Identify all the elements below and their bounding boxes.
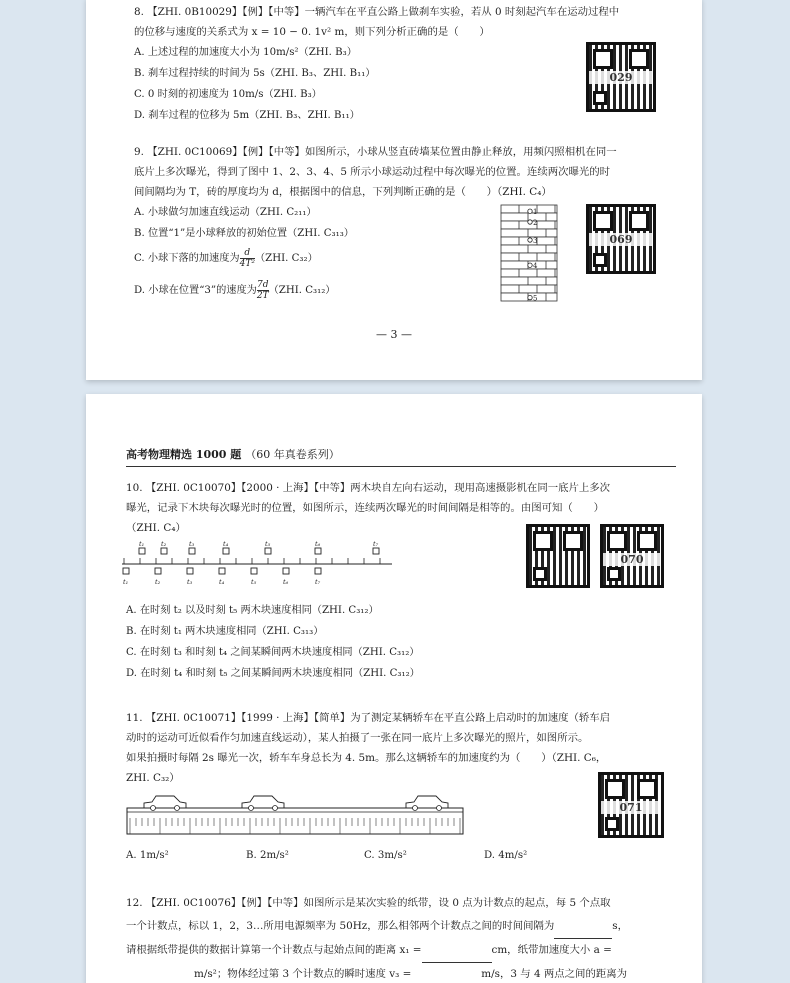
q12-stem-line4: m/s²；物体经过第 3 个计数点的瞬时速度 v₃ = m/s，3 与 4 两点之间的距离为 (126, 963, 628, 983)
qr-code-069[interactable] (586, 204, 656, 274)
brick-row (501, 253, 557, 261)
header-title: 高考物理精选 1000 题 (126, 448, 242, 461)
upper-block (189, 548, 195, 554)
qr-code-071[interactable] (598, 772, 664, 838)
lower-block (219, 568, 225, 574)
fraction: $\frac{d}{\text{4T²}}$ (239, 247, 255, 269)
question-11 (126, 708, 610, 788)
q11-option-a[interactable]: A. 1m/s² (126, 850, 169, 861)
upper-block (223, 548, 229, 554)
upper-time-label: t₇ (373, 540, 379, 548)
lower-block (187, 568, 193, 574)
brick-row (501, 285, 557, 293)
answer-blank-acceleration[interactable] (126, 963, 194, 983)
q12-stem-line2: 一个计数点，标以 1，2，3…所用电源频率为 50Hz，那么相邻两个计数点之间的时间间隔为 s， (126, 915, 628, 939)
question-12 (126, 892, 628, 983)
page-4 (86, 394, 702, 983)
upper-time-label: t₁ (139, 540, 145, 548)
brick-row (501, 277, 557, 285)
car-exposure-figure (126, 792, 466, 836)
ball-position (528, 263, 532, 267)
q9-option-b[interactable]: B. 位置“1”是小球释放的初始位置（ZHI. C₃₁₃） (134, 228, 354, 239)
q8-option-b[interactable]: B. 刹车过程持续的时间为 5s（ZHI. B₃、ZHI. B₁₁） (134, 68, 376, 79)
answer-blank-x1[interactable] (422, 939, 492, 963)
lower-block (155, 568, 161, 574)
lower-time-label: t₂ (155, 578, 161, 586)
upper-block (161, 548, 167, 554)
question-10-options (126, 600, 420, 684)
ball-label: 5 (533, 294, 538, 302)
q10-stem-line1: 10. 【ZHI. 0C10070】【2000 · 上海】【中等】两木块自左向右运动，现用高速摄影机在同一底片上多次 (126, 482, 611, 494)
q11-option-b[interactable]: B. 2m/s² (246, 850, 289, 861)
q12-stem-line3: 请根据纸带提供的数据计算第一个计数点与起始点间的距离 x₁ = cm，纸带加速度大小 a = (126, 939, 628, 963)
qr-code-label: 070 (603, 553, 661, 566)
car-exposure (144, 796, 186, 811)
ball-label: 4 (533, 262, 538, 271)
ball-position (528, 220, 532, 224)
lower-time-label: t₁ (123, 578, 129, 586)
q11-stem-line4: ZHI. C₃₂） (126, 772, 180, 784)
brick-row (501, 269, 557, 277)
upper-block (315, 548, 321, 554)
ball-position (528, 238, 532, 242)
brick-row (501, 229, 557, 237)
lower-block (251, 568, 257, 574)
ball-label: 2 (533, 219, 538, 227)
q8-stem-line1: 8. 【ZHI. 0B10029】【例】【中等】一辆汽车在平直公路上做刹车实验，若从 0 时刻起汽车在运动过程中 (134, 6, 620, 18)
q11-option-c[interactable]: C. 3m/s² (364, 850, 407, 861)
q9-option-c[interactable]: C. 小球下落的加速度为 $\frac{d}{\text{4T²}}$ （ZHI. C₃₂） (134, 247, 318, 269)
q12-stem-line1: 12. 【ZHI. 0C10076】【例】【中等】如图所示是某次实验的纸带，设 0 点为计数点的起点，每 5 个点取 (126, 897, 611, 909)
answer-blank-v3[interactable] (411, 963, 481, 983)
lower-time-label: t₄ (219, 578, 225, 586)
q10-option-b[interactable]: B. 在时刻 t₁ 两木块速度相同（ZHI. C₃₁₃） (126, 626, 324, 637)
q9-stem-line1: 9. 【ZHI. 0C10069】【例】【中等】如图所示，小球从竖直砖墙某位置由静止释放，用频闪照相机在同一 (134, 146, 617, 158)
q10-option-c[interactable]: C. 在时刻 t₃ 和时刻 t₄ 之间某瞬间两木块速度相同（ZHI. C₃₁₂） (126, 647, 420, 658)
ball-position (528, 295, 532, 299)
q9-option-a[interactable]: A. 小球做匀加速直线运动（ZHI. C₂₁₁） (134, 207, 317, 218)
car-exposure (242, 796, 284, 811)
q10-option-d[interactable]: D. 在时刻 t₄ 和时刻 t₅ 之间某瞬间两木块速度相同（ZHI. C₃₁₂） (126, 668, 420, 679)
ball-position (528, 209, 532, 213)
running-header (126, 446, 676, 467)
upper-time-label: t₆ (315, 540, 321, 548)
ball-label: 1 (533, 208, 538, 217)
upper-block (139, 548, 145, 554)
lower-time-label: t₅ (251, 578, 257, 586)
q8-option-c[interactable]: C. 0 时刻的初速度为 10m/s（ZHI. B₃） (134, 89, 322, 100)
q11-stem-line1: 11. 【ZHI. 0C10071】【1999 · 上海】【简单】为了测定某辆轿车在平直公路上启动时的加速度（轿车启 (126, 712, 611, 724)
upper-time-label: t₂ (161, 540, 167, 548)
qr-code-label: 071 (601, 801, 661, 814)
lower-time-label: t₃ (187, 578, 193, 586)
upper-time-label: t₄ (223, 540, 229, 548)
lower-block (123, 568, 129, 574)
qr-code-left[interactable] (526, 524, 590, 588)
lower-time-label: t₆ (283, 578, 289, 586)
lower-block (283, 568, 289, 574)
page-3 (86, 0, 702, 380)
upper-block (373, 548, 379, 554)
lower-time-label: t₇ (315, 578, 321, 586)
fraction: $\frac{7d}{2T}$ (256, 279, 269, 301)
q10-option-a[interactable]: A. 在时刻 t₂ 以及时刻 t₅ 两木块速度相同（ZHI. C₃₁₂） (126, 605, 379, 616)
q9-stem-line3: 间间隔均为 T，砖的厚度均为 d，根据图中的信息，下列判断正确的是（ ）（ZHI. C₄） (134, 186, 552, 198)
qr-code-label: 029 (589, 71, 653, 84)
q8-stem-line2: 的位移与速度的关系式为 x = 10 − 0. 1v² m，则下列分析正确的是（ ） (134, 26, 490, 38)
qr-code-label: 069 (589, 233, 653, 246)
car-exposure (406, 796, 448, 811)
brick-wall-figure (500, 204, 558, 302)
q9-stem-line2: 底片上多次曝光，得到了图中 1、2、3、4、5 所示小球运动过程中每次曝光的位置。连续两次曝光的时 (134, 166, 611, 178)
ball-label: 3 (533, 237, 538, 245)
q11-option-d[interactable]: D. 4m/s² (484, 850, 528, 861)
brick-row (501, 245, 557, 253)
lower-block (315, 568, 321, 574)
q11-stem-line3: 如果拍摄时每隔 2s 曝光一次，轿车车身总长为 4. 5m。那么这辆轿车的加速度约为（ ）（ZHI. C₆， (126, 752, 607, 764)
question-8 (134, 2, 619, 126)
page-number: — 3 — (376, 328, 412, 341)
upper-time-label: t₅ (265, 540, 271, 548)
upper-time-label: t₃ (189, 540, 195, 548)
qr-code-029[interactable] (586, 42, 656, 112)
q8-option-d[interactable]: D. 刹车过程的位移为 5m（ZHI. B₃、ZHI. B₁₁） (134, 110, 360, 121)
qr-code-070[interactable] (600, 524, 664, 588)
header-subtitle: （60 年真卷系列） (245, 448, 340, 461)
answer-blank-interval[interactable] (554, 915, 612, 939)
upper-block (265, 548, 271, 554)
q9-option-d[interactable]: D. 小球在位置“3”的速度为 $\frac{7d}{2T}$ （ZHI. C₃₁₂） (134, 279, 336, 301)
q8-option-a[interactable]: A. 上述过程的加速度大小为 10m/s²（ZHI. B₃） (134, 47, 357, 58)
q11-stem-line2: 动时的运动可近似看作匀加速直线运动），某人拍摄了一张在同一底片上多次曝光的照片，如图所示。 (126, 732, 589, 744)
q10-stem-line3: （ZHI. C₄） (126, 522, 186, 534)
wood-blocks-figure (122, 540, 412, 598)
q10-stem-line2: 曝光，记录下木块每次曝光时的位置，如图所示，连续两次曝光的时间间隔是相等的。由图可知（ ） (126, 502, 604, 514)
